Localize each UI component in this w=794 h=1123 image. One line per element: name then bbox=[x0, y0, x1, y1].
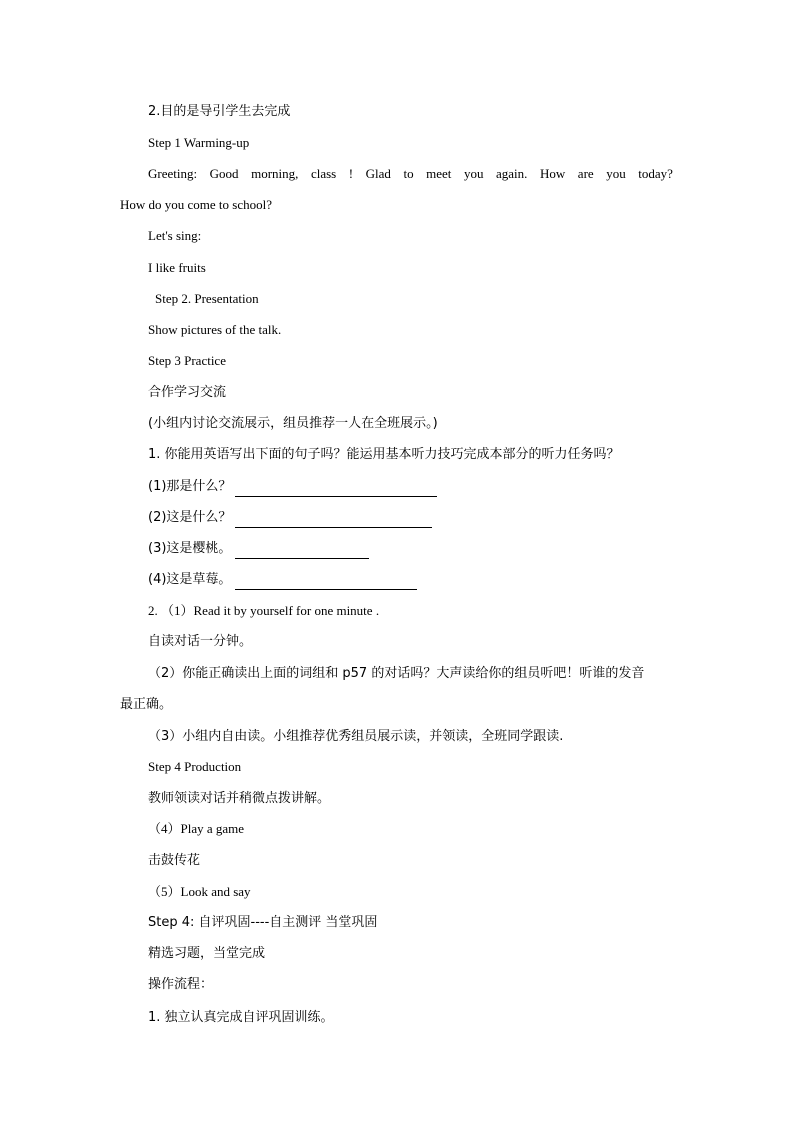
exercise-prompt: (2)这是什么？ bbox=[148, 510, 232, 525]
exercise-prompt: (1)那是什么？ bbox=[148, 479, 232, 494]
greeting-word: to bbox=[403, 166, 414, 181]
step2-heading: Step 2. Presentation bbox=[155, 291, 259, 306]
show-pictures-line: Show pictures of the talk. bbox=[148, 322, 282, 337]
look-and-say-item: （5）Look and say bbox=[148, 884, 251, 899]
exercise-item bbox=[148, 539, 369, 559]
task1-question: 1. 你能用英语写出下面的句子吗？能运用基本听力技巧完成本部分的听力任务吗？ bbox=[148, 447, 620, 462]
answer-blank[interactable] bbox=[235, 544, 369, 559]
game-name: 击鼓传花 bbox=[148, 853, 201, 868]
read-aloud-task: （2）你能正确读出上面的词组和 p57 的对话吗？大声读给你的组员听吧！听谁的发音 bbox=[148, 666, 645, 681]
exercise-prompt: (4)这是草莓。 bbox=[148, 572, 232, 587]
exercise-item bbox=[148, 570, 417, 590]
group-read-task: （3）小组内自由读。小组推荐优秀组员展示读，并领读，全班同学跟读. bbox=[148, 729, 564, 744]
greeting-line bbox=[148, 164, 673, 184]
greeting-line-continued: How do you come to school? bbox=[120, 197, 273, 212]
cooperative-learning: 合作学习交流 bbox=[148, 385, 227, 400]
greeting-word: class bbox=[310, 166, 337, 181]
procedure-step-1: 1. 独立认真完成自评巩固训练。 bbox=[148, 1010, 334, 1025]
group-discussion-note: (小组内讨论交流展示，组员推荐一人在全班展示。) bbox=[148, 416, 438, 431]
exercise-item bbox=[148, 508, 432, 528]
greeting-word: morning, bbox=[251, 166, 299, 181]
exercise-item bbox=[148, 477, 437, 497]
self-read-note: 自读对话一分钟。 bbox=[148, 634, 253, 649]
greeting-word: ! bbox=[348, 166, 354, 181]
answer-blank[interactable] bbox=[235, 482, 437, 497]
greeting-word: are bbox=[577, 166, 594, 181]
teacher-lead-note: 教师领读对话并稍微点拨讲解。 bbox=[148, 791, 331, 806]
greeting-word: meet bbox=[426, 166, 452, 181]
read-aloud-task-continued: 最正确。 bbox=[120, 697, 173, 712]
song-title: I like fruits bbox=[148, 260, 206, 275]
greeting-word: today? bbox=[638, 166, 673, 181]
task2-read: 2. （1）Read it by yourself for one minute . bbox=[148, 603, 380, 618]
procedure-heading: 操作流程： bbox=[148, 977, 214, 992]
greeting-word: How bbox=[539, 166, 566, 181]
greeting-word: you bbox=[606, 166, 626, 181]
greeting-word: Greeting: bbox=[148, 166, 198, 181]
exercise-prompt: (3)这是樱桃。 bbox=[148, 541, 232, 556]
greeting-word: Glad bbox=[365, 166, 391, 181]
answer-blank[interactable] bbox=[235, 513, 432, 528]
greeting-word: again. bbox=[496, 166, 528, 181]
step1-heading: Step 1 Warming-up bbox=[148, 135, 250, 150]
greeting-word: you bbox=[463, 166, 484, 181]
step3-heading: Step 3 Practice bbox=[148, 353, 226, 368]
step4-self-assessment-heading: Step 4: 自评巩固----自主测评 当堂巩固 bbox=[148, 915, 378, 930]
answer-blank[interactable] bbox=[235, 575, 417, 590]
goal-line: 2.目的是导引学生去完成 bbox=[148, 104, 291, 119]
play-game-item: （4）Play a game bbox=[148, 821, 245, 836]
step4-production-heading: Step 4 Production bbox=[148, 759, 242, 774]
lets-sing: Let's sing: bbox=[148, 228, 202, 243]
greeting-word: Good bbox=[209, 166, 239, 181]
exercise-selection-note: 精选习题，当堂完成 bbox=[148, 946, 266, 961]
